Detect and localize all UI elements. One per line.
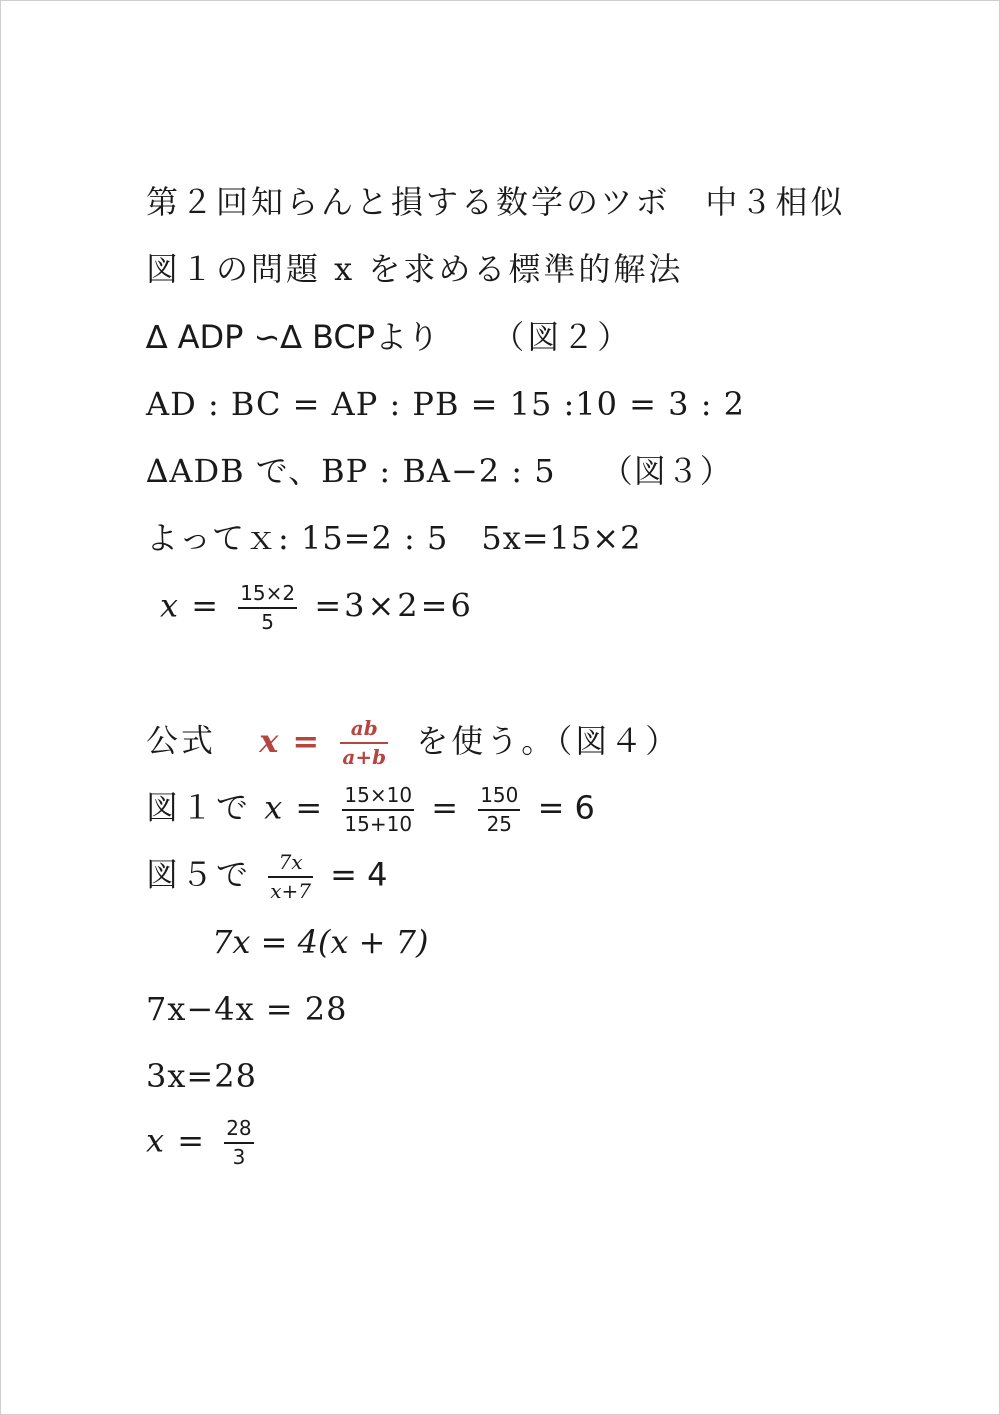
page-title: 第２回知らんと損する数学のツボ 中３相似 (146, 183, 846, 221)
equation: 3x=28 (146, 1057, 257, 1095)
numerator: 28 (224, 1118, 253, 1144)
prefix: 図５で (146, 855, 252, 894)
numerator: ab (340, 718, 388, 744)
denominator: 25 (486, 812, 513, 836)
numerator: 150 (478, 785, 520, 811)
fig1-line (146, 785, 595, 835)
formula-fraction (340, 718, 388, 768)
equals: = (431, 788, 462, 827)
therefore-line: よってｘ: 15=2 : 5 5x=15×2 (146, 519, 642, 557)
numerator: 7x (268, 852, 313, 878)
numerator: 15×2 (238, 583, 297, 609)
figure-ref: （図３） (600, 452, 733, 490)
var-x: x (160, 586, 179, 625)
equation: 7x = 4(x + 7) (212, 923, 429, 961)
fraction (478, 785, 520, 835)
fraction (342, 785, 414, 835)
similarity-text: ∆ ADP ∽∆ BCPより (146, 318, 440, 356)
denominator: a+b (342, 745, 387, 769)
fig5-line (146, 852, 387, 902)
result: =3×2=6 (314, 586, 474, 625)
formula-line (146, 718, 680, 768)
similarity-line (146, 318, 633, 356)
equals: = (191, 586, 222, 625)
result: = 4 (330, 855, 388, 894)
formula-label: 公式 (146, 721, 217, 760)
var-x: x (146, 1121, 165, 1160)
equation: 7x−4x = 28 (146, 990, 348, 1028)
ratio-line: AD : BC = AP : PB = 15 :10 = 3 : 2 (146, 385, 745, 423)
var-x: x (264, 788, 283, 827)
equals: = (295, 788, 326, 827)
fraction (224, 1118, 253, 1168)
triangle-line (146, 452, 733, 490)
denominator: 3 (232, 1145, 246, 1169)
subtitle: 図１の問題 x を求める標準的解法 (146, 250, 684, 288)
formula-expression (259, 716, 406, 769)
fraction (238, 583, 297, 633)
equals: = (177, 1121, 208, 1160)
solution1-line (160, 583, 474, 633)
denominator: 15+10 (344, 812, 413, 836)
equals: = (292, 721, 323, 760)
var-x: x (259, 721, 279, 760)
final-line (146, 1118, 258, 1168)
denominator: x+7 (270, 879, 311, 903)
numerator: 15×10 (342, 785, 414, 811)
denominator: 5 (261, 610, 275, 634)
formula-after: を使う。（図４） (416, 721, 681, 760)
fraction (268, 852, 313, 902)
figure-ref: （図２） (492, 318, 633, 356)
triangle-text: ∆ADB で、BP : BA−2 : 5 (146, 452, 556, 490)
result: = 6 (537, 788, 595, 827)
prefix: 図１で (146, 788, 252, 827)
